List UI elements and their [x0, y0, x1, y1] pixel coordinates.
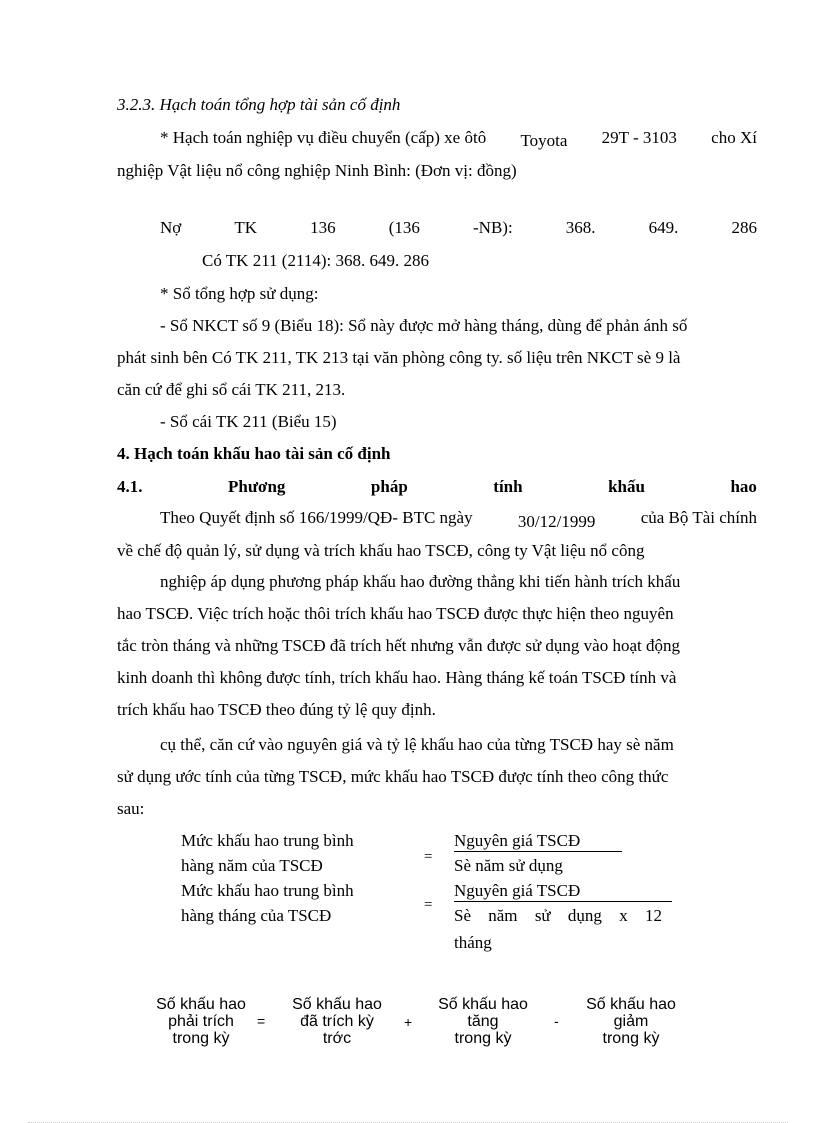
heading-4-1-word: Phương	[228, 477, 286, 496]
depreciation-decrease	[556, 996, 706, 1047]
monthly-denominator-word: năm	[488, 906, 518, 925]
transfer-text-start: * Hạch toán nghiệp vụ điều chuyển (cấp) xe ôtô	[160, 128, 487, 147]
heading-4-1-word: 4.1.	[117, 477, 143, 496]
monthly-depreciation-label-1: Mức khấu hao trung bình	[181, 881, 354, 900]
depreciation-increase	[408, 996, 558, 1047]
decision-line-7: trích khấu hao TSCĐ theo đúng tỷ lệ quy định.	[117, 700, 436, 719]
section-heading-3-2-3: 3.2.3. Hạch toán tổng hợp tài sản cố định	[117, 95, 401, 114]
transfer-text-end: cho Xí	[711, 128, 757, 147]
nkct-line-2: phát sinh bên Có TK 211, TK 213 tại văn phòng công ty. số liệu trên NKCT sè 9 là	[117, 348, 681, 367]
monthly-denominator-word: Sè	[454, 906, 471, 925]
annual-equals-sign: =	[424, 849, 433, 865]
term-line: phải trích	[168, 1013, 234, 1030]
term-line: Số khấu hao	[292, 996, 382, 1013]
monthly-denominator-line-2: tháng	[454, 933, 492, 952]
monthly-depreciation-label-2: hàng tháng của TSCĐ	[181, 906, 332, 925]
books-title: * Sổ tổng hợp sử dụng:	[160, 284, 319, 303]
debit-entry	[160, 218, 757, 238]
depreciation-previous-period	[262, 996, 412, 1047]
monthly-denominator-word: dụng	[567, 906, 602, 925]
decision-issuer: của Bộ Tài chính	[640, 508, 757, 527]
decision-line-2: về chế độ quản lý, sử dụng và trích khấu hao TSCĐ, công ty Vật liệu nổ công	[117, 541, 645, 560]
debit-part: 368.	[565, 218, 596, 237]
term-line: Số khấu hao	[586, 996, 676, 1013]
transfer-car-brand: Toyota	[520, 131, 568, 150]
formula-intro-line-2: sử dụng ước tính của từng TSCĐ, mức khấu hao TSCĐ được tính theo công thức	[117, 767, 669, 786]
decision-text: Theo Quyết định số 166/1999/QĐ- BTC ngày	[160, 508, 473, 527]
monthly-numerator: Nguyên giá TSCĐ	[454, 881, 581, 900]
heading-4-1-word: hao	[730, 477, 757, 496]
term-line: trong kỳ	[172, 1030, 230, 1047]
term-line: Số khấu hao	[156, 996, 246, 1013]
ledger-line: - Sổ cái TK 211 (Biểu 15)	[160, 412, 337, 431]
annual-fraction-bar	[454, 851, 622, 852]
transfer-car-plate: 29T - 3103	[601, 128, 677, 147]
transfer-paragraph-line-1	[160, 128, 757, 148]
operator-minus: -	[554, 1013, 559, 1029]
term-line: trớc	[322, 1030, 352, 1047]
depreciation-this-period	[126, 996, 276, 1047]
monthly-denominator-word: sử	[534, 906, 551, 925]
formula-intro-line-3: sau:	[117, 799, 145, 818]
term-line: đã trích kỳ	[300, 1013, 374, 1030]
decision-line-3: nghiệp áp dụng phương pháp khấu hao đường thẳng khi tiến hành trích khấu	[160, 572, 681, 591]
credit-entry: Có TK 211 (2114): 368. 649. 286	[202, 251, 429, 270]
formula-intro-line-1: cụ thể, căn cứ vào nguyên giá và tỷ lệ khấu hao của từng TSCĐ hay sè năm	[160, 735, 674, 754]
annual-numerator: Nguyên giá TSCĐ	[454, 831, 581, 850]
debit-part: Nợ	[160, 218, 182, 237]
monthly-equals-sign: =	[424, 897, 433, 913]
debit-part: 286	[731, 218, 757, 237]
debit-part: -NB):	[473, 218, 513, 237]
heading-4-1-word: pháp	[370, 477, 408, 496]
decision-line-5: tắc tròn tháng và những TSCĐ đã trích hết nhưng vẫn được sử dụng vào hoạt động	[117, 636, 680, 655]
term-line: trong kỳ	[602, 1030, 660, 1047]
debit-part: 136	[310, 218, 336, 237]
debit-part: TK	[234, 218, 258, 237]
term-line: Số khấu hao	[438, 996, 528, 1013]
monthly-fraction-bar	[454, 901, 672, 902]
nkct-line-1: - Sổ NKCT số 9 (Biểu 18): Sổ này được mở hàng tháng, dùng để phản ánh số	[160, 316, 688, 335]
monthly-denominator-line-1	[454, 906, 662, 926]
operator-equals: =	[257, 1013, 266, 1029]
term-line: tăng	[467, 1013, 499, 1030]
monthly-denominator-word: x	[619, 906, 628, 925]
heading-4-1-word: tính	[493, 477, 523, 496]
term-line: giảm	[613, 1013, 649, 1030]
nkct-line-3: căn cứ để ghi sổ cái TK 211, 213.	[117, 380, 346, 399]
annual-depreciation-label-1: Mức khấu hao trung bình	[181, 831, 354, 850]
term-line: trong kỳ	[454, 1030, 512, 1047]
operator-plus: +	[404, 1014, 413, 1030]
debit-part: 649.	[648, 218, 679, 237]
transfer-paragraph-line-2: nghiệp Vật liệu nổ công nghiệp Ninh Bình: (Đơn vị: đồng)	[117, 161, 517, 180]
section-heading-4-1	[117, 477, 757, 497]
heading-4-1-word: khấu	[608, 477, 645, 496]
decision-line-4: hao TSCĐ. Việc trích hoặc thôi trích khấu hao TSCĐ được thực hiện theo nguyên	[117, 604, 674, 623]
decision-line-6: kinh doanh thì không được tính, trích khấu hao. Hàng tháng kế toán TSCĐ tính và	[117, 668, 677, 687]
annual-denominator: Sè năm sử dụng	[454, 856, 563, 875]
section-heading-4: 4. Hạch toán khấu hao tài sản cố định	[117, 444, 391, 463]
annual-depreciation-label-2: hàng năm của TSCĐ	[181, 856, 323, 875]
decision-date: 30/12/1999	[517, 512, 596, 531]
decision-line-1	[160, 508, 757, 531]
monthly-denominator-word: 12	[644, 906, 662, 925]
debit-part: (136	[388, 218, 420, 237]
